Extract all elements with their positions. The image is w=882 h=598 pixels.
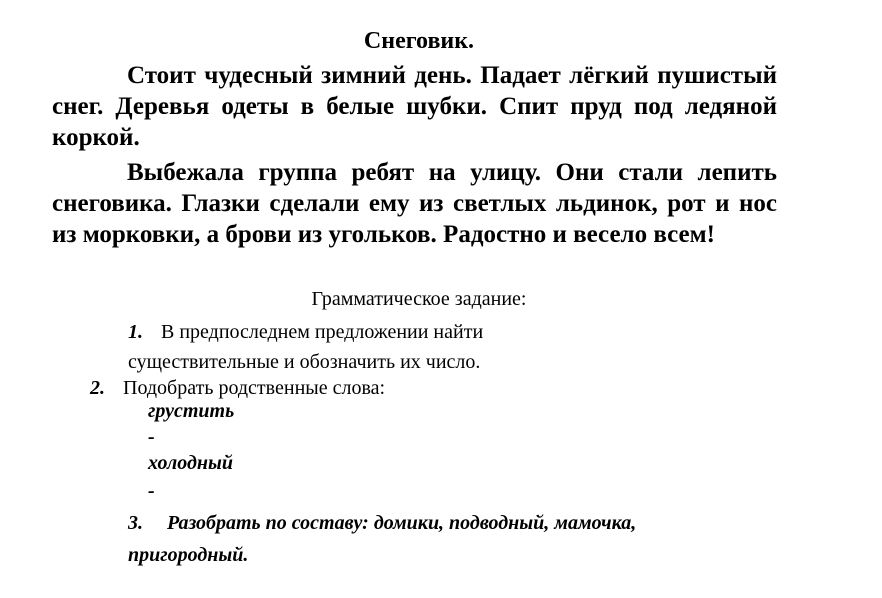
grammar-task-heading: Грамматическое задание: [311,288,527,310]
task-1-text: В предпоследнем предложении найти существительные и обозначить их число. [128,321,484,373]
task-2-word-2: холодный [148,452,234,474]
story-text [52,60,777,254]
task-2 [90,373,490,403]
task-2-dash-2: - [148,480,155,502]
task-3 [128,507,648,571]
task-1-number: 1. [128,321,143,343]
story-paragraph-2: Выбежала группа ребят на улицу. Они стали лепить снеговика. Глазки сделали ему из светлых льдинок, рот и нос из морковки, а брови из угольков. Радостно и весело всем! [52,159,777,248]
story-paragraph-1: Стоит чудесный зимний день. Падает лёгкий пушистый снег. Деревья одеты в белые шубки. Спит пруд под ледяной коркой. [52,62,777,151]
story-title: Снеговик. [363,28,475,54]
task-2-word-1: грустить [148,400,235,422]
task-3-text: Разобрать по составу: домики, подводный, мамочка, пригородный. [128,512,637,566]
task-3-number: 3. [128,512,143,534]
task-1 [128,317,558,377]
task-2-number: 2. [90,377,105,399]
task-2-dash-1: - [148,426,155,448]
task-2-text: Подобрать родственные слова: [123,377,386,399]
